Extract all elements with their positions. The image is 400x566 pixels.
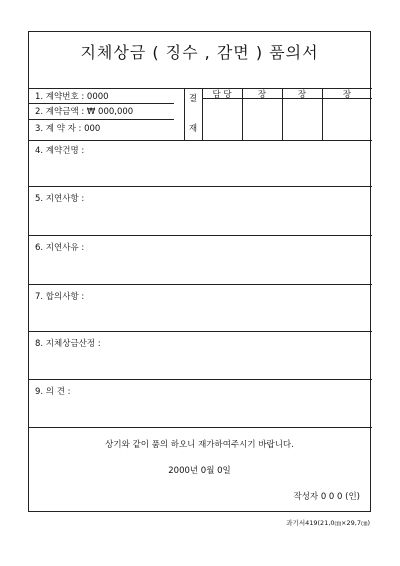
approval-col-head: 장	[257, 90, 267, 100]
approval-label-top: 결	[188, 94, 198, 104]
section-divider	[29, 284, 372, 285]
form-title: 지체상금 ( 징수 , 감면 ) 품의서	[80, 43, 319, 62]
author-signature: 작성자 0 0 0 (인)	[293, 492, 360, 502]
section-delay-details: 5. 지연사항 :	[35, 194, 85, 204]
approval-col-staff: 담 당	[212, 90, 232, 100]
info-divider	[29, 103, 174, 104]
approval-col-head: 장	[297, 90, 307, 100]
section-delay-reason: 6. 지연사유 :	[35, 243, 85, 253]
section-agreement: 7. 합의사항 :	[35, 292, 85, 302]
contract-number: 1. 계약번호 : 0000	[35, 92, 109, 102]
closing-date: 2000년 0월 0일	[168, 466, 231, 476]
info-divider	[29, 119, 174, 120]
contract-amount: 2. 계약금액 : ₩ 000,000	[35, 107, 134, 117]
section-opinion: 9. 의 견 :	[35, 387, 71, 397]
section-penalty-calc: 8. 지체상금산정 :	[35, 339, 101, 349]
approval-border	[184, 88, 185, 140]
section-divider	[29, 427, 372, 428]
form-code-footer: 과기서419(21,0㎝×29,7㎝)	[286, 519, 370, 527]
closing-statement: 상기와 같이 품의 하오니 재가하여주시기 바랍니다.	[105, 440, 294, 450]
approval-label-bottom: 재	[188, 124, 198, 134]
contract-party: 3. 계 약 자 : 000	[35, 124, 101, 134]
section-divider	[29, 331, 372, 332]
approval-col-head: 장	[342, 90, 352, 100]
section-divider	[29, 235, 372, 236]
section-divider	[29, 186, 372, 187]
section-divider	[29, 140, 372, 141]
form-frame	[28, 31, 371, 512]
section-contract-title: 4. 계약건명 :	[35, 146, 85, 156]
section-divider	[29, 379, 372, 380]
